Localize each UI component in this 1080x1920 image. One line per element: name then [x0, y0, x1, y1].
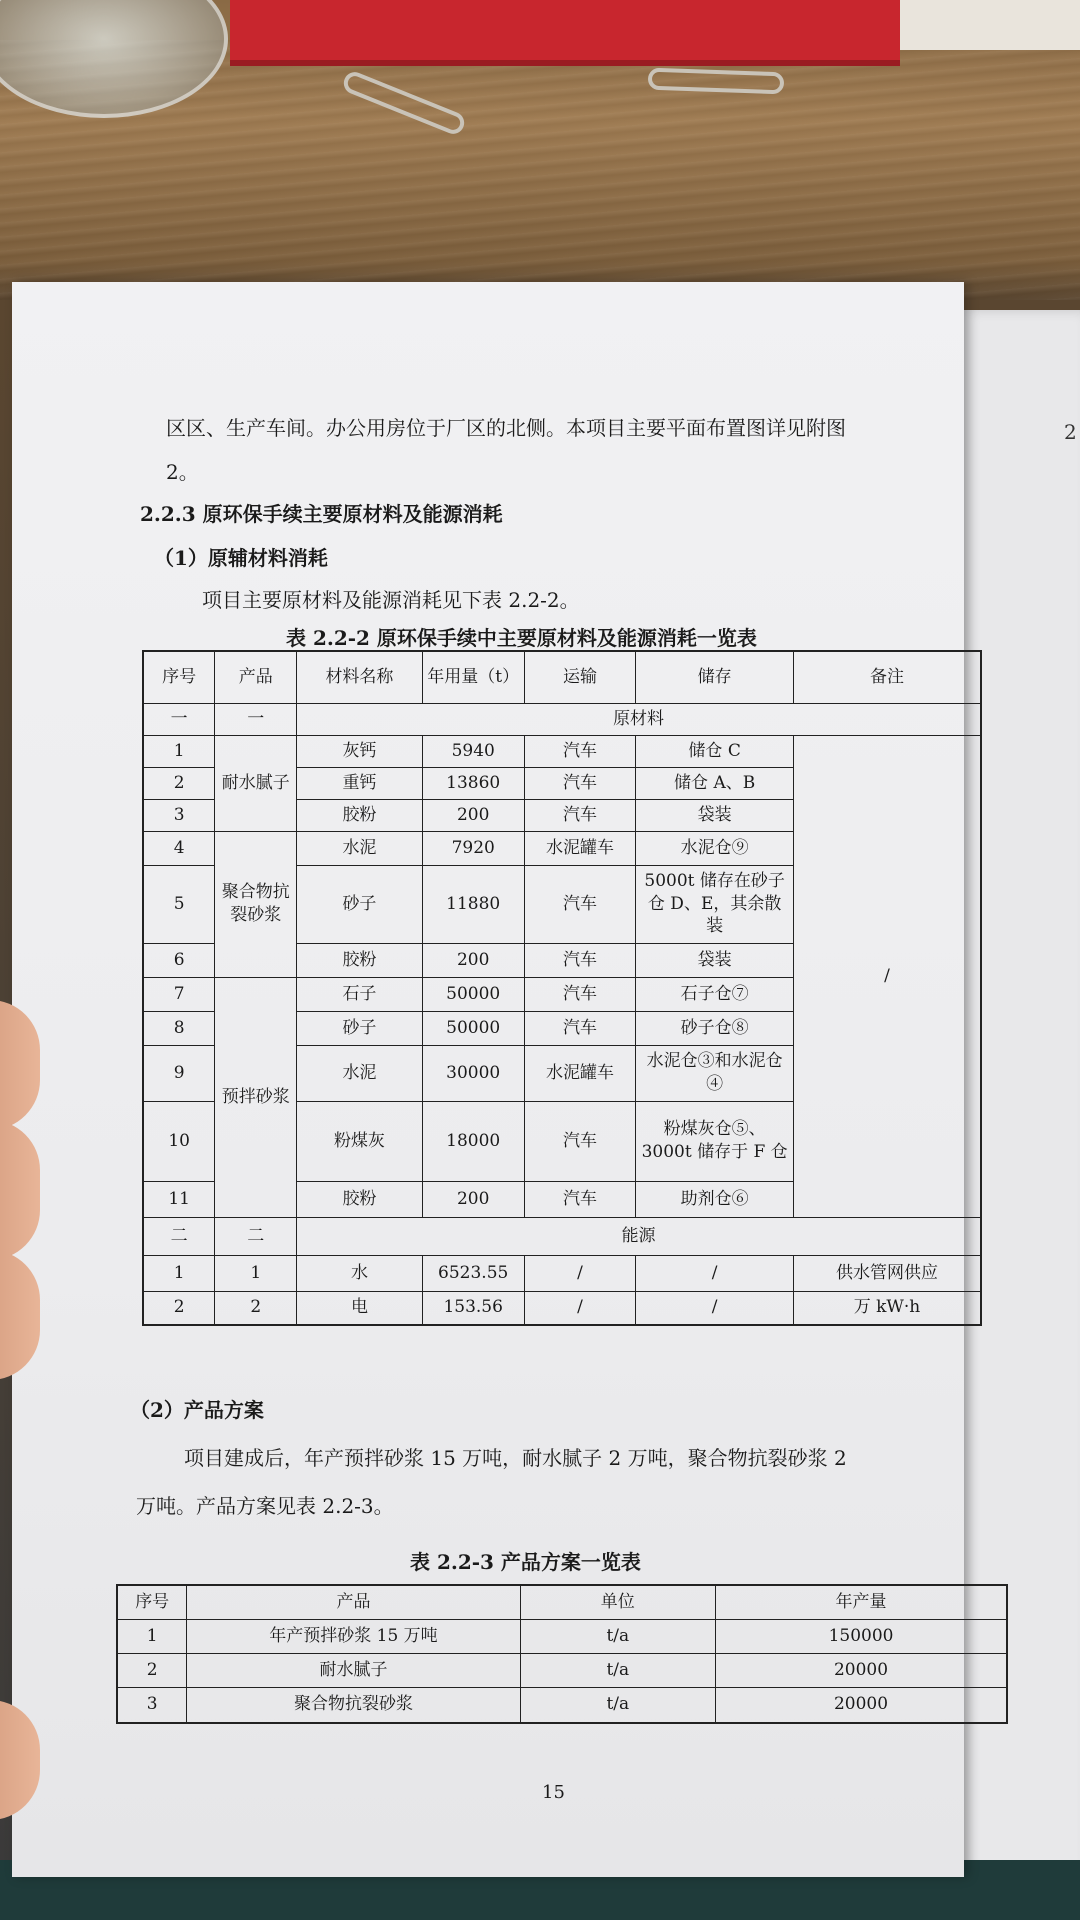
- cell-storage: 水泥仓⑨: [636, 831, 794, 865]
- cell-amount: 18000: [422, 1101, 524, 1181]
- cell-transport: 汽车: [524, 767, 636, 799]
- cell-storage: /: [636, 1291, 794, 1325]
- cell-amount: 6523.55: [422, 1255, 524, 1291]
- paragraph-2-line-2: 万吨。产品方案见表 2.2-3。: [136, 1494, 394, 1518]
- section-no: 一: [143, 703, 215, 735]
- cell-material: 水: [297, 1255, 423, 1291]
- cell-transport: 汽车: [524, 1011, 636, 1045]
- intro-line-2: 2。: [166, 460, 199, 484]
- cell-product: 预拌砂浆: [215, 977, 297, 1217]
- header-cell: 材料名称: [297, 651, 423, 703]
- cell-amount: 7920: [422, 831, 524, 865]
- cell-transport: 水泥罐车: [524, 1045, 636, 1101]
- cell-transport: 汽车: [524, 1101, 636, 1181]
- subheading-raw-materials: （1）原辅材料消耗: [154, 546, 328, 570]
- cell-storage: 砂子仓⑧: [636, 1011, 794, 1045]
- cell-no: 3: [117, 1687, 187, 1723]
- cell-no: 1: [143, 735, 215, 767]
- cell-material: 重钙: [297, 767, 423, 799]
- cell-product: 聚合物抗裂砂浆: [187, 1687, 520, 1723]
- cell-amount: 153.56: [422, 1291, 524, 1325]
- red-box: [230, 0, 900, 66]
- cell-remark: 供水管网供应: [793, 1255, 981, 1291]
- cell-output: 150000: [716, 1619, 1007, 1653]
- product-plan-table: [116, 1584, 1008, 1724]
- cell-no: 9: [143, 1045, 215, 1101]
- cell-product: 聚合物抗裂砂浆: [215, 831, 297, 977]
- cell-storage: 石子仓⑦: [636, 977, 794, 1011]
- paragraph-2-line-1: 项目建成后，年产预拌砂浆 15 万吨，耐水腻子 2 万吨，聚合物抗裂砂浆 2: [184, 1446, 847, 1470]
- table-row: [143, 735, 981, 767]
- cell-output: 20000: [716, 1653, 1007, 1687]
- header-cell: 储存: [636, 651, 794, 703]
- header-cell: 年产量: [716, 1585, 1007, 1619]
- cell-amount: 50000: [422, 977, 524, 1011]
- header-cell: 产品: [187, 1585, 520, 1619]
- table-row: [117, 1619, 1007, 1653]
- table1-caption: 表 2.2-2 原环保手续中主要原材料及能源消耗一览表: [286, 626, 757, 650]
- document-page: [12, 282, 964, 1877]
- cell-remark: /: [793, 735, 981, 1217]
- cell-amount: 13860: [422, 767, 524, 799]
- header-cell: 序号: [143, 651, 215, 703]
- cell-storage: 水泥仓③和水泥仓④: [636, 1045, 794, 1101]
- cell-product: 2: [215, 1291, 297, 1325]
- cell-amount: 200: [422, 943, 524, 977]
- cell-material: 砂子: [297, 1011, 423, 1045]
- cell-no: 10: [143, 1101, 215, 1181]
- cell-transport: 水泥罐车: [524, 831, 636, 865]
- cell-transport: 汽车: [524, 943, 636, 977]
- cell-unit: t/a: [520, 1619, 716, 1653]
- cell-transport: /: [524, 1255, 636, 1291]
- header-cell: 单位: [520, 1585, 716, 1619]
- cell-product: 耐水腻子: [215, 735, 297, 831]
- section-product: 二: [215, 1217, 297, 1255]
- cell-material: 水泥: [297, 1045, 423, 1101]
- cell-storage: /: [636, 1255, 794, 1291]
- cell-no: 6: [143, 943, 215, 977]
- cell-storage: 储仓 C: [636, 735, 794, 767]
- cell-storage: 助剂仓⑥: [636, 1181, 794, 1217]
- cell-storage: 5000t 储存在砂子仓 D、E，其余散装: [636, 865, 794, 943]
- cell-transport: 汽车: [524, 735, 636, 767]
- cell-no: 4: [143, 831, 215, 865]
- cell-material: 水泥: [297, 831, 423, 865]
- header-cell: 序号: [117, 1585, 187, 1619]
- next-page-mark: 2: [1064, 420, 1077, 444]
- header-cell: 运输: [524, 651, 636, 703]
- wall-strip: [900, 0, 1080, 50]
- paragraph-1: 项目主要原材料及能源消耗见下表 2.2-2。: [202, 588, 580, 612]
- table-header-row: [117, 1585, 1007, 1619]
- cell-transport: 汽车: [524, 1181, 636, 1217]
- table-row: [117, 1687, 1007, 1723]
- cell-unit: t/a: [520, 1687, 716, 1723]
- intro-line-1: 区区、生产车间。办公用房位于厂区的北侧。本项目主要平面布置图详见附图: [166, 416, 846, 440]
- cell-no: 3: [143, 799, 215, 831]
- cell-material: 电: [297, 1291, 423, 1325]
- section-title: 能源: [297, 1217, 981, 1255]
- cell-no: 2: [143, 767, 215, 799]
- cell-no: 2: [117, 1653, 187, 1687]
- cell-material: 粉煤灰: [297, 1101, 423, 1181]
- section-title: 原材料: [297, 703, 981, 735]
- cell-no: 5: [143, 865, 215, 943]
- table2-caption: 表 2.2-3 产品方案一览表: [410, 1550, 641, 1574]
- cell-no: 11: [143, 1181, 215, 1217]
- cell-amount: 5940: [422, 735, 524, 767]
- cell-transport: 汽车: [524, 799, 636, 831]
- table-header-row: [143, 651, 981, 703]
- cell-no: 2: [143, 1291, 215, 1325]
- cell-storage: 袋装: [636, 799, 794, 831]
- cell-output: 20000: [716, 1687, 1007, 1723]
- section-row-raw: [143, 703, 981, 735]
- materials-table: [142, 650, 982, 1326]
- cell-amount: 200: [422, 1181, 524, 1217]
- section-heading: 2.2.3 原环保手续主要原材料及能源消耗: [140, 502, 503, 526]
- cell-material: 胶粉: [297, 943, 423, 977]
- cell-product: 年产预拌砂浆 15 万吨: [187, 1619, 520, 1653]
- cell-product: 耐水腻子: [187, 1653, 520, 1687]
- cell-storage: 储仓 A、B: [636, 767, 794, 799]
- section-product: 一: [215, 703, 297, 735]
- cell-transport: 汽车: [524, 977, 636, 1011]
- table-row: [143, 1255, 981, 1291]
- cell-product: 1: [215, 1255, 297, 1291]
- cell-material: 胶粉: [297, 1181, 423, 1217]
- cell-unit: t/a: [520, 1653, 716, 1687]
- cell-amount: 30000: [422, 1045, 524, 1101]
- cell-no: 1: [143, 1255, 215, 1291]
- cell-no: 1: [117, 1619, 187, 1653]
- cell-material: 砂子: [297, 865, 423, 943]
- cell-material: 灰钙: [297, 735, 423, 767]
- header-cell: 年用量（t）: [422, 651, 524, 703]
- cell-remark: 万 kW·h: [793, 1291, 981, 1325]
- cell-material: 胶粉: [297, 799, 423, 831]
- header-cell: 产品: [215, 651, 297, 703]
- cell-transport: /: [524, 1291, 636, 1325]
- table-row: [143, 1291, 981, 1325]
- paper-clip-icon: [648, 68, 785, 95]
- subheading-product-plan: （2）产品方案: [130, 1398, 264, 1422]
- header-cell: 备注: [793, 651, 981, 703]
- page-number: 15: [542, 1782, 565, 1803]
- table-row: [117, 1653, 1007, 1687]
- cell-no: 8: [143, 1011, 215, 1045]
- cell-material: 石子: [297, 977, 423, 1011]
- cell-amount: 200: [422, 799, 524, 831]
- cell-storage: 袋装: [636, 943, 794, 977]
- cell-amount: 11880: [422, 865, 524, 943]
- cell-no: 7: [143, 977, 215, 1011]
- cell-transport: 汽车: [524, 865, 636, 943]
- cell-amount: 50000: [422, 1011, 524, 1045]
- cell-storage: 粉煤灰仓⑤、3000t 储存于 F 仓: [636, 1101, 794, 1181]
- section-row-energy: [143, 1217, 981, 1255]
- section-no: 二: [143, 1217, 215, 1255]
